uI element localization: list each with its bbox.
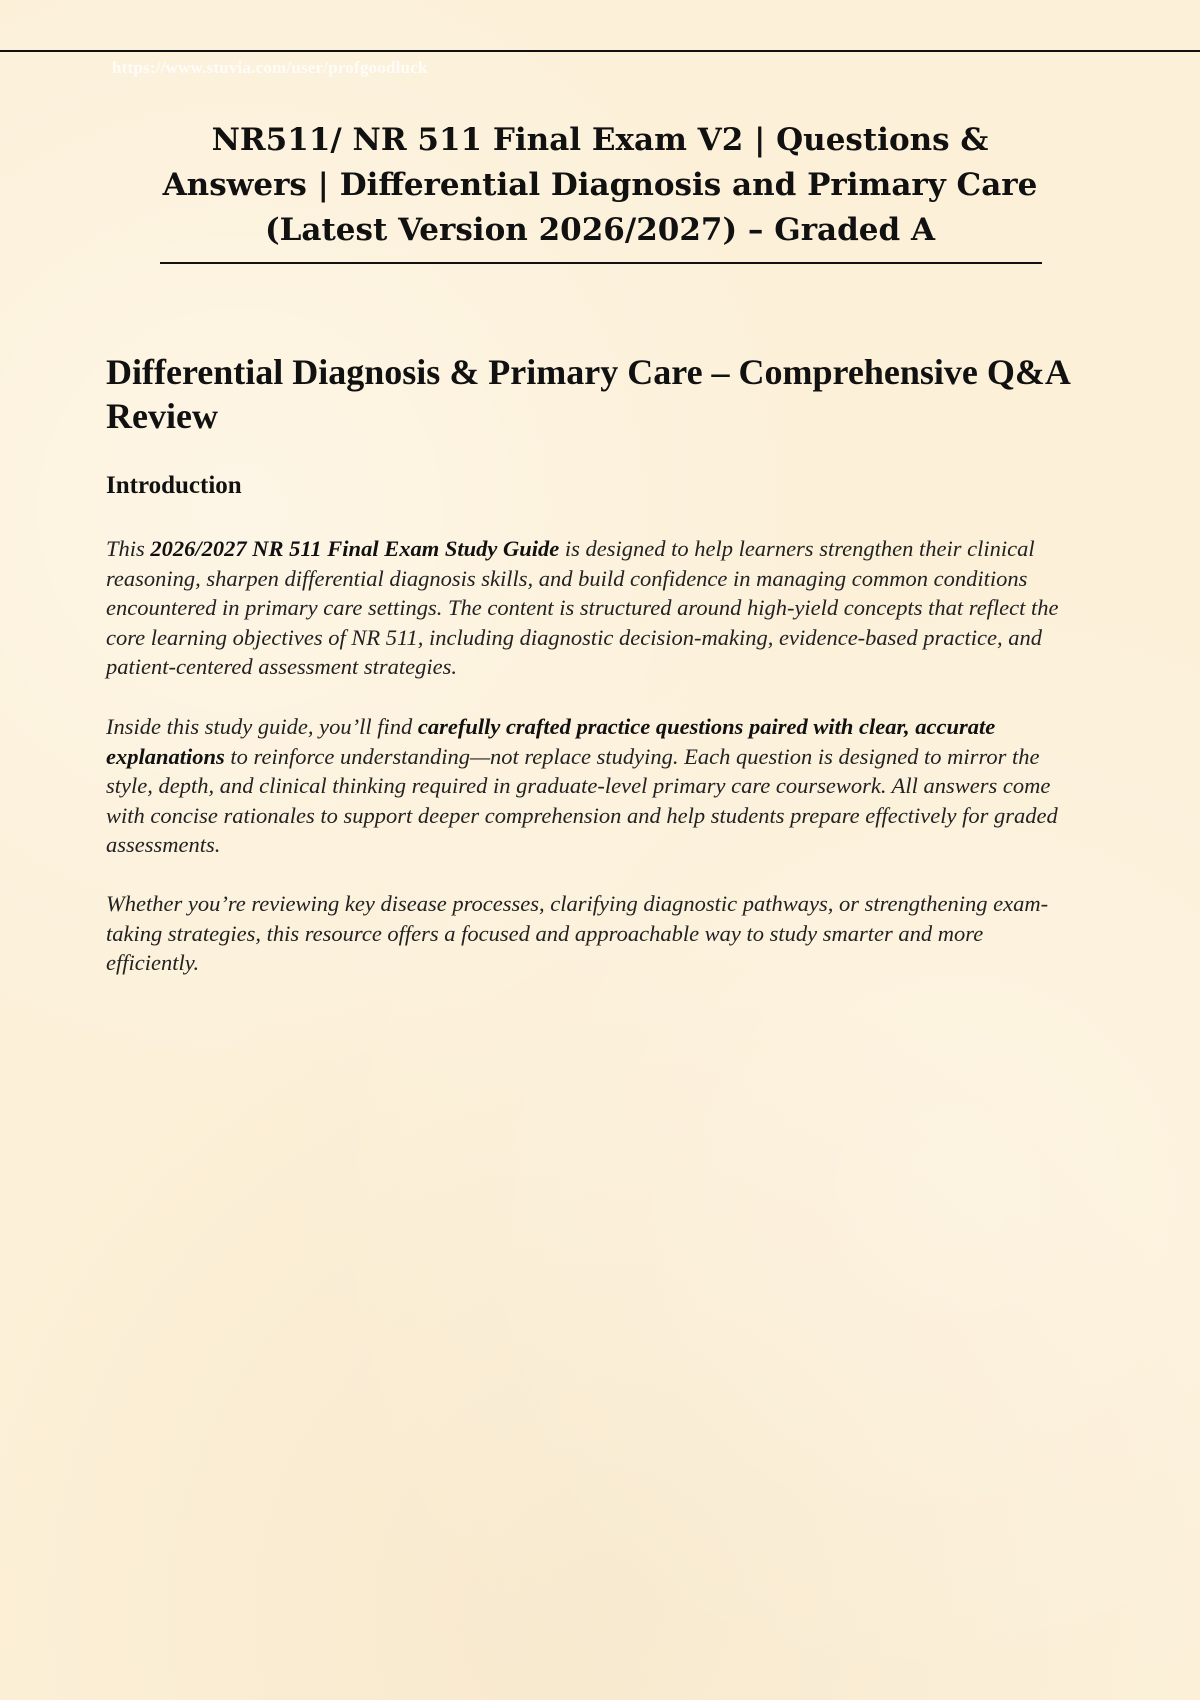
paragraph-1-tail: is designed to help learners strengthen their clinical reasoning, sharpen differential diagnosis skills, and build confidence in managing common conditions encountered in primary care settings. The content is structured around high-yield concepts that reflect the core learning objectives of NR 511, including diagnostic decision-making, evidence-based practice, and patient-centered assessment strategies. xyxy=(106,536,1059,679)
paragraph-2-lead: Inside this study guide, you’ll find xyxy=(106,714,418,739)
intro-paragraph-3: Whether you’re reviewing key disease processes, clarifying diagnostic pathways, or strengthening exam-taking strategies, this resource offers a focused and approachable way to study smarter and more efficiently. xyxy=(106,891,1049,975)
title-underline xyxy=(160,262,1042,264)
paragraph-2-tail: to reinforce understanding—not replace studying. Each question is designed to mirror the style, depth, and clinical thinking required in graduate-level primary care coursework. All answers come with concise rationales to support deeper comprehension and help students prepare effectively for graded assessments. xyxy=(106,743,1058,857)
watermark-url: https://www.stuvia.com/user/profgoodluck xyxy=(112,58,428,77)
document-title: NR511/ NR 511 Final Exam V2 | Questions & Answers | Differential Diagnosis and Primary Care (Latest Version 2026/2027) – Graded A xyxy=(162,122,1038,248)
introduction-heading: Introduction xyxy=(106,472,242,499)
paragraph-1-bold: 2026/2027 NR 511 Final Exam Study Guide xyxy=(150,536,560,561)
paragraph-2-bold: carefully crafted practice questions paired with clear, accurate explanations xyxy=(106,714,996,769)
section-heading: Differential Diagnosis & Primary Care – Comprehensive Q&A Review xyxy=(106,352,1069,436)
intro-paragraph-2 xyxy=(106,712,1066,860)
paragraph-1-lead: This xyxy=(106,536,151,561)
top-divider xyxy=(0,50,1200,52)
intro-paragraph-1 xyxy=(106,534,1066,682)
